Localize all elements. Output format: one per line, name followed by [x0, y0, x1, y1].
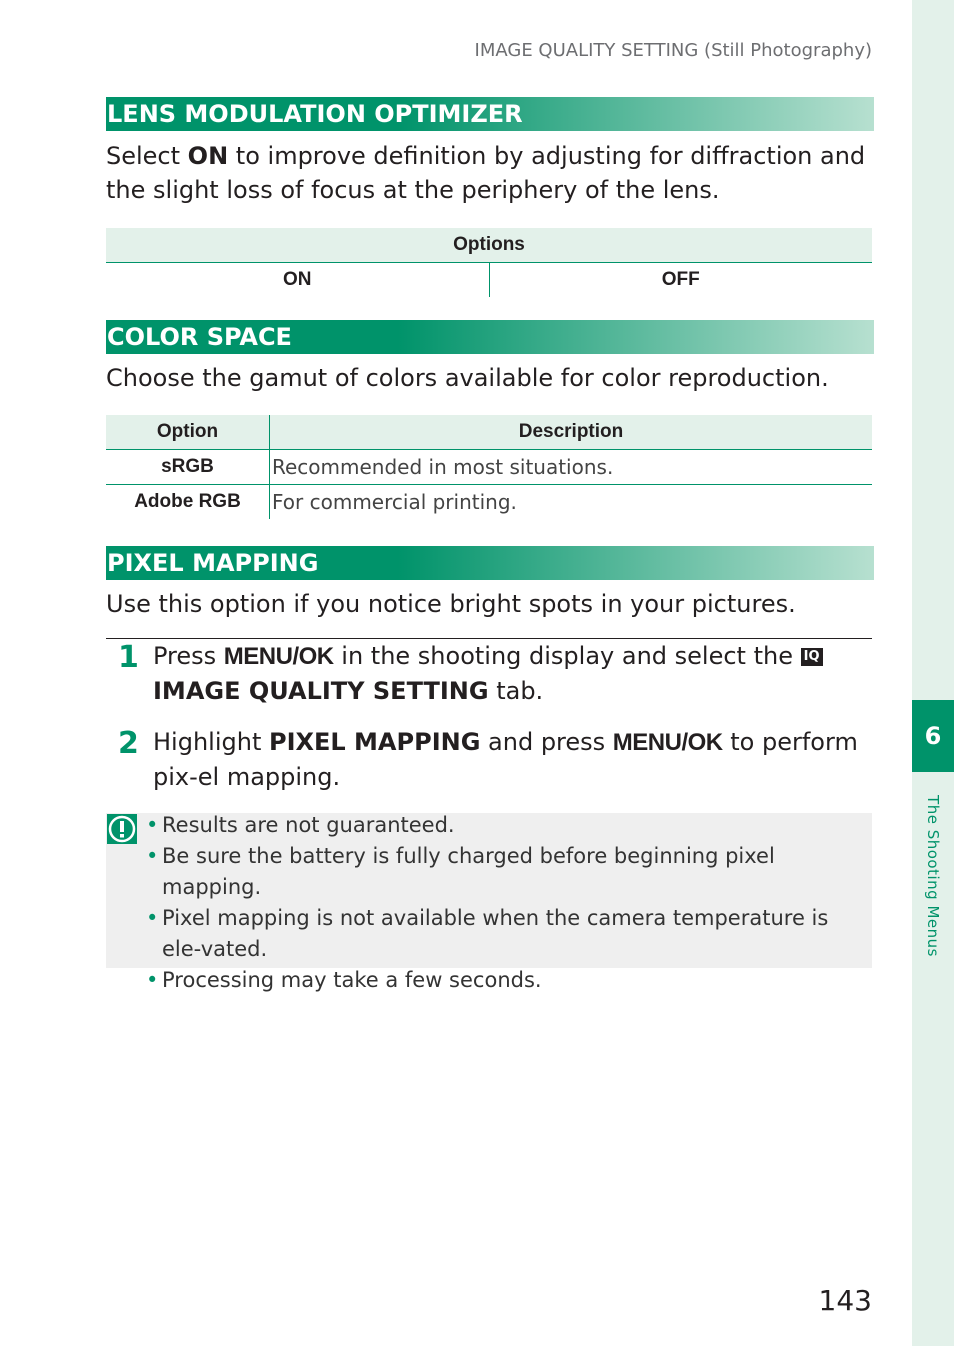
row-option: sRGB: [106, 450, 270, 485]
section-heading-pixel-mapping: PIXEL MAPPING: [106, 546, 874, 580]
step-number: 1: [118, 640, 139, 675]
lens-modulation-description: Select ON to improve definition by adjusting for diffraction and the slight loss of focus at the periphery of the lens.: [106, 142, 866, 204]
option-on: ON: [106, 263, 489, 298]
table-row: [106, 450, 872, 485]
list-item: • Be sure the battery is fully charged before beginning pixel mapping.: [146, 844, 775, 899]
color-space-description: Choose the gamut of colors available for color reproduction.: [106, 364, 829, 392]
menu-ok-key: MENU/OK: [612, 729, 723, 756]
color-space-table: [106, 415, 872, 519]
chapter-number-tab[interactable]: 6: [912, 700, 954, 772]
column-header-description: Description: [270, 415, 873, 450]
pixel-mapping-description: Use this option if you notice bright spots in your pictures.: [106, 590, 796, 618]
chapter-sidebar: [912, 0, 954, 1346]
chapter-title: The Shooting Menus: [924, 795, 942, 957]
table-row: [106, 485, 872, 520]
step-number: 2: [118, 726, 139, 761]
caution-icon: [107, 814, 137, 848]
list-item: • Results are not guaranteed.: [146, 813, 455, 837]
lens-modulation-options-table: [106, 228, 872, 297]
list-item: • Pixel mapping is not available when the camera temperature is ele-vated.: [146, 906, 829, 961]
step-1-text: Press MENU/OK in the shooting display and select the IQ IMAGE QUALITY SETTING tab.: [153, 639, 873, 708]
image-quality-icon: IQ: [801, 648, 823, 666]
section-heading-color-space: COLOR SPACE: [106, 320, 874, 354]
options-header: Options: [106, 228, 872, 263]
running-header: IMAGE QUALITY SETTING (Still Photography): [474, 40, 872, 61]
row-option: Adobe RGB: [106, 485, 270, 520]
column-header-option: Option: [106, 415, 270, 450]
menu-ok-key: MENU/OK: [223, 643, 334, 670]
row-description: Recommended in most situations.: [270, 450, 873, 485]
list-item: • Processing may take a few seconds.: [146, 968, 542, 992]
notes-list: [146, 810, 868, 996]
page-number: 143: [818, 1284, 872, 1317]
step-2-text: Highlight PIXEL MAPPING and press MENU/OK to perform pix-el mapping.: [153, 728, 858, 791]
section-heading-lens-modulation: LENS MODULATION OPTIMIZER: [106, 97, 874, 131]
row-description: For commercial printing.: [270, 485, 873, 520]
option-off: OFF: [489, 263, 872, 298]
